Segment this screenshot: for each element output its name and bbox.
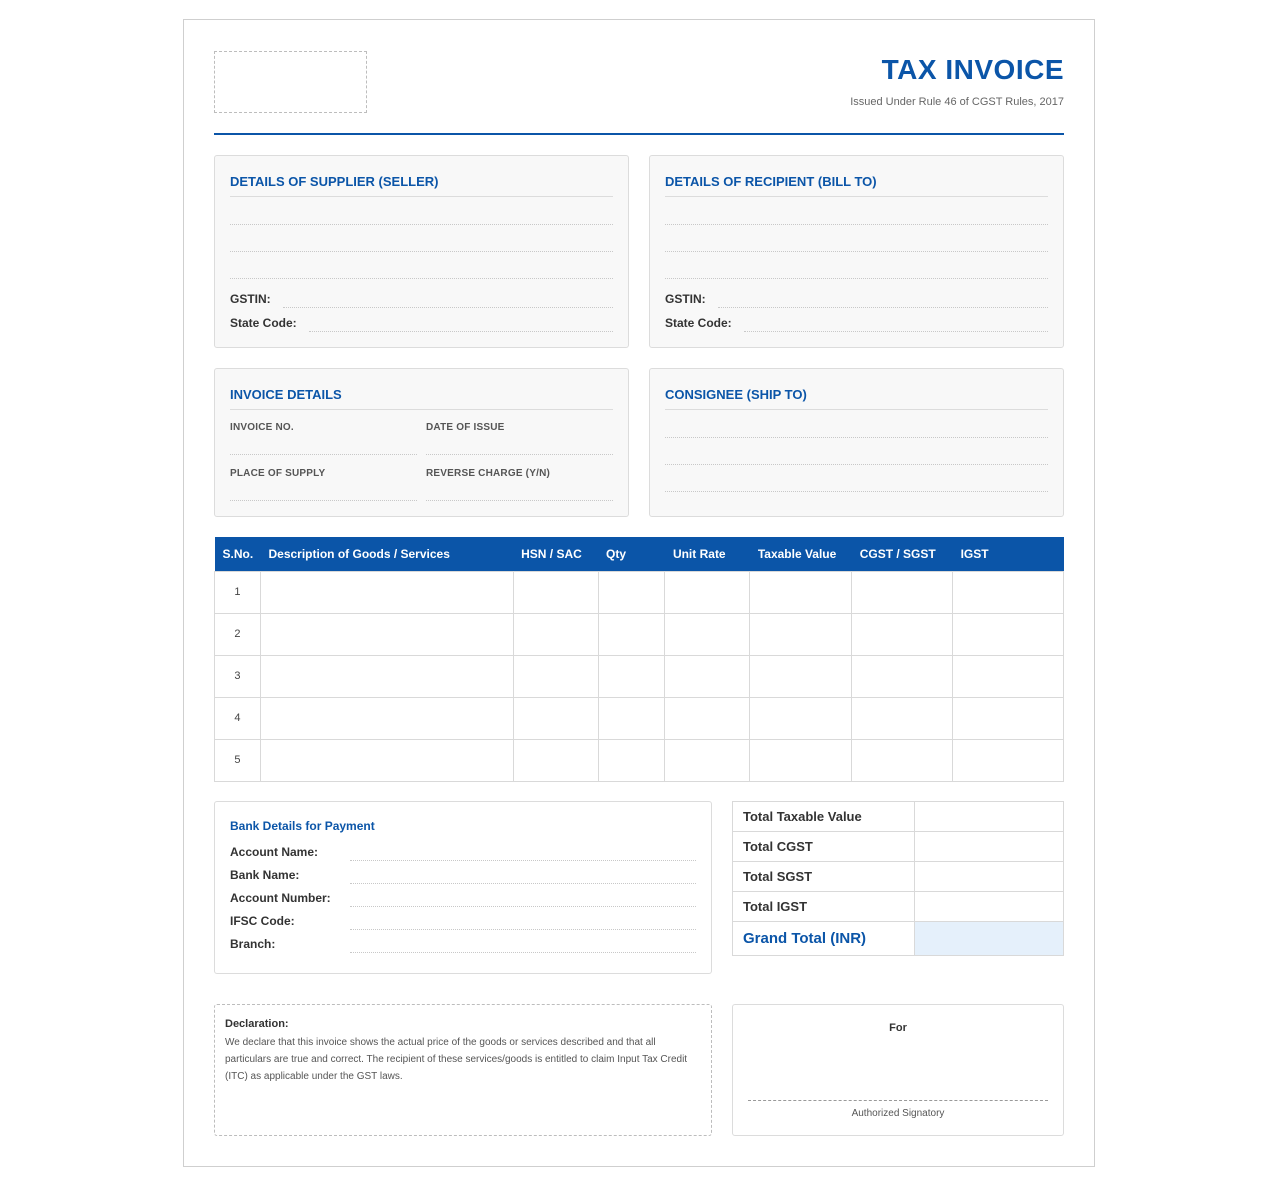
col-igst: IGST <box>953 537 1064 571</box>
table-row <box>215 697 1064 739</box>
cell-rate[interactable] <box>665 571 750 613</box>
cell-qty[interactable] <box>598 613 665 655</box>
cell-taxable[interactable] <box>750 697 852 739</box>
header-divider <box>214 133 1064 135</box>
total-taxable-row <box>733 802 1064 832</box>
account-number-field[interactable] <box>350 906 696 907</box>
supplier-title: DETAILS OF SUPPLIER (SELLER) <box>230 174 613 197</box>
ifsc-code-field[interactable] <box>350 929 696 930</box>
grand-total-value[interactable] <box>915 922 1064 956</box>
cell-description[interactable] <box>260 739 513 781</box>
declaration-panel <box>214 1004 712 1136</box>
col-sno: S.No. <box>215 537 261 571</box>
grand-total-row <box>733 922 1064 956</box>
logo-placeholder[interactable] <box>214 51 367 113</box>
signature-line[interactable] <box>748 1100 1048 1101</box>
consignee-line-2[interactable] <box>665 464 1048 465</box>
invoice-subtitle: Issued Under Rule 46 of CGST Rules, 2017 <box>850 96 1064 108</box>
consignee-panel <box>649 368 1064 517</box>
row-number: 1 <box>215 571 261 613</box>
recipient-state-code-label: State Code: <box>665 316 732 330</box>
cell-igst[interactable] <box>953 697 1064 739</box>
cell-description[interactable] <box>260 613 513 655</box>
supplier-state-code-label: State Code: <box>230 316 297 330</box>
consignee-title: CONSIGNEE (SHIP TO) <box>665 387 1048 410</box>
cell-igst[interactable] <box>953 739 1064 781</box>
cell-cgst[interactable] <box>852 613 953 655</box>
total-igst-label: Total IGST <box>733 892 915 922</box>
invoice-details-title: INVOICE DETAILS <box>230 387 613 410</box>
total-taxable-label: Total Taxable Value <box>733 802 915 832</box>
cell-hsn[interactable] <box>513 571 598 613</box>
cell-igst[interactable] <box>953 571 1064 613</box>
cell-description[interactable] <box>260 655 513 697</box>
supplier-panel <box>214 155 629 348</box>
branch-label: Branch: <box>230 937 276 951</box>
cell-qty[interactable] <box>598 655 665 697</box>
invoice-no-field[interactable] <box>230 454 417 455</box>
bank-name-label: Bank Name: <box>230 868 300 882</box>
total-sgst-row <box>733 862 1064 892</box>
recipient-state-code-field[interactable] <box>744 331 1048 332</box>
row-number: 2 <box>215 613 261 655</box>
cell-description[interactable] <box>260 571 513 613</box>
row-number: 4 <box>215 697 261 739</box>
bank-name-field[interactable] <box>350 883 696 884</box>
recipient-title: DETAILS OF RECIPIENT (BILL TO) <box>665 174 1048 197</box>
signatory-panel <box>732 1004 1064 1136</box>
cell-igst[interactable] <box>953 613 1064 655</box>
col-hsn-sac: HSN / SAC <box>513 537 598 571</box>
date-of-issue-label: DATE OF ISSUE <box>426 422 505 433</box>
cell-rate[interactable] <box>665 697 750 739</box>
cell-qty[interactable] <box>598 571 665 613</box>
branch-field[interactable] <box>350 952 696 953</box>
total-sgst-label: Total SGST <box>733 862 915 892</box>
supplier-gstin-label: GSTIN: <box>230 292 271 306</box>
grand-total-label: Grand Total (INR) <box>733 922 915 956</box>
supplier-state-code-field[interactable] <box>309 331 613 332</box>
place-of-supply-label: PLACE OF SUPPLY <box>230 468 326 479</box>
col-qty: Qty <box>598 537 665 571</box>
reverse-charge-field[interactable] <box>426 500 613 501</box>
cell-hsn[interactable] <box>513 697 598 739</box>
invoice-details-panel <box>214 368 629 517</box>
cell-hsn[interactable] <box>513 655 598 697</box>
total-taxable-value[interactable] <box>915 802 1064 832</box>
recipient-line-3[interactable] <box>665 278 1048 279</box>
total-igst-value[interactable] <box>915 892 1064 922</box>
total-sgst-value[interactable] <box>915 862 1064 892</box>
totals-table <box>732 801 1064 956</box>
cell-rate[interactable] <box>665 613 750 655</box>
col-unit-rate: Unit Rate <box>665 537 750 571</box>
total-cgst-label: Total CGST <box>733 832 915 862</box>
cell-cgst[interactable] <box>852 697 953 739</box>
declaration-text: We declare that this invoice shows the actual price of the goods or services described and that all particulars are true and correct. The recipient of these services/goods is entitled to claim Input Tax Credit (ITC) as applicable under the GST laws. <box>225 1037 688 1082</box>
recipient-gstin-field[interactable] <box>718 307 1048 308</box>
account-name-label: Account Name: <box>230 845 319 859</box>
cell-description[interactable] <box>260 697 513 739</box>
supplier-gstin-field[interactable] <box>283 307 613 308</box>
cell-qty[interactable] <box>598 739 665 781</box>
table-row <box>215 655 1064 697</box>
table-row <box>215 613 1064 655</box>
invoice-title: TAX INVOICE <box>881 54 1064 85</box>
cell-taxable[interactable] <box>750 739 852 781</box>
cell-hsn[interactable] <box>513 613 598 655</box>
row-number: 5 <box>215 739 261 781</box>
cell-rate[interactable] <box>665 739 750 781</box>
total-igst-row <box>733 892 1064 922</box>
cell-taxable[interactable] <box>750 655 852 697</box>
col-taxable-value: Taxable Value <box>750 537 852 571</box>
row-number: 3 <box>215 655 261 697</box>
bank-details-panel <box>214 801 712 974</box>
consignee-line-1[interactable] <box>665 437 1048 438</box>
cell-taxable[interactable] <box>750 571 852 613</box>
cell-hsn[interactable] <box>513 739 598 781</box>
recipient-line-2[interactable] <box>665 251 1048 252</box>
account-name-field[interactable] <box>350 860 696 861</box>
items-header-row <box>215 537 1064 571</box>
table-row <box>215 571 1064 613</box>
account-number-label: Account Number: <box>230 891 331 905</box>
recipient-panel <box>649 155 1064 348</box>
col-description: Description of Goods / Services <box>260 537 513 571</box>
cell-cgst[interactable] <box>852 571 953 613</box>
invoice-page <box>183 19 1095 1167</box>
total-cgst-row <box>733 832 1064 862</box>
supplier-line-2[interactable] <box>230 251 613 252</box>
date-of-issue-field[interactable] <box>426 454 613 455</box>
invoice-no-label: INVOICE NO. <box>230 422 294 433</box>
cell-qty[interactable] <box>598 697 665 739</box>
consignee-line-3[interactable] <box>665 491 1048 492</box>
cell-taxable[interactable] <box>750 613 852 655</box>
ifsc-code-label: IFSC Code: <box>230 914 295 928</box>
authorized-signatory-label: Authorized Signatory <box>851 1108 945 1119</box>
cell-cgst[interactable] <box>852 739 953 781</box>
supplier-line-1[interactable] <box>230 224 613 225</box>
items-table <box>214 537 1064 782</box>
col-cgst-sgst: CGST / SGST <box>852 537 953 571</box>
bank-details-title: Bank Details for Payment <box>230 819 375 833</box>
place-of-supply-field[interactable] <box>230 500 417 501</box>
declaration-title: Declaration: <box>225 1018 289 1030</box>
cell-igst[interactable] <box>953 655 1064 697</box>
reverse-charge-label: REVERSE CHARGE (Y/N) <box>426 468 551 479</box>
signatory-for-label: For <box>889 1022 907 1034</box>
cell-cgst[interactable] <box>852 655 953 697</box>
cell-rate[interactable] <box>665 655 750 697</box>
recipient-line-1[interactable] <box>665 224 1048 225</box>
recipient-gstin-label: GSTIN: <box>665 292 706 306</box>
table-row <box>215 739 1064 781</box>
total-cgst-value[interactable] <box>915 832 1064 862</box>
supplier-line-3[interactable] <box>230 278 613 279</box>
